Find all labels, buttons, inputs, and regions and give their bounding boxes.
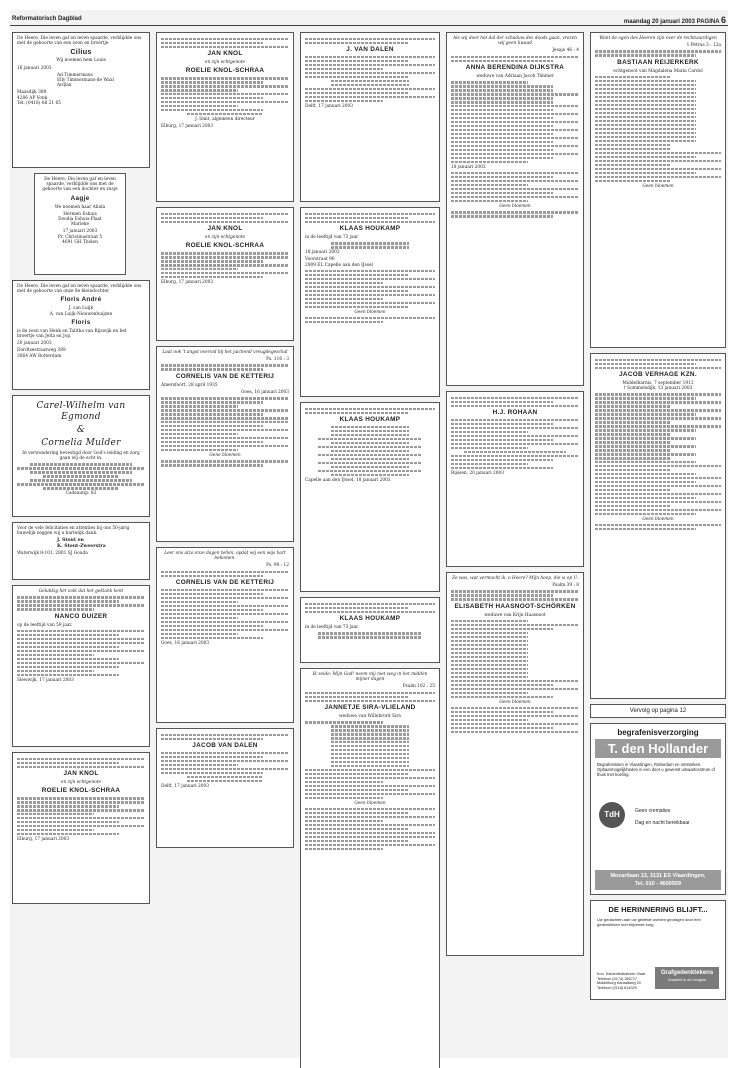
ad-quote: Laat ook 't angst overvid bij het juichend vreugdegeschal (162, 350, 288, 355)
deceased-name: JAN KNOL (207, 224, 243, 232)
obituary-houkamp-3 (300, 597, 440, 663)
deceased-name: JAN KNOL (63, 769, 99, 777)
advert-availability: Dag en nacht bereikbaar (635, 820, 690, 826)
deceased-name: CORNELIS VAN DE KETTERIJ (175, 372, 275, 380)
ad-place: Goes, 16 januari 2003 (161, 640, 210, 646)
gravestone-badge (655, 967, 719, 989)
deceased-name: JACOB VAN DALEN (192, 741, 258, 749)
ad-place: Capelle aan den IJssel, 18 januari 2003 (305, 477, 391, 483)
deceased-name-2: ROELIE KNOL-SCHRAA (185, 67, 265, 75)
child-name: Aagje (70, 194, 90, 202)
ad-quote: Leer ons alzo onze dagen tellen, opdat wij een wijs hart bekomen. (164, 551, 286, 562)
ad-sub: weduwe van Krijn Haasnoot (484, 612, 546, 618)
obituary-dijkstra (446, 32, 584, 386)
deceased-name: J. VAN DALEN (346, 45, 394, 53)
ad-ref: Psalm 102 : 25 (402, 684, 435, 690)
deceased-name-2: ROELIE KNOL-SCHRAA (185, 242, 265, 250)
ad-date: 20 januari 2003 (17, 341, 52, 347)
advert-top: begrafenisverzorging (591, 724, 725, 737)
ad-sub: en zijn echtgenote (60, 779, 102, 785)
obituary-houkamp-1 (300, 207, 440, 397)
address: Waterwijk 8-101, 2801 SJ Gouda (17, 550, 88, 556)
obituary-knol-3 (156, 207, 294, 341)
deceased-name: H.J. ROHAAN (492, 408, 538, 416)
ad-ref: Ps. 116 : 3 (266, 357, 289, 363)
ampersand: & (76, 425, 86, 435)
ad-text: is de zoon van Henk en Talitha van Rijswijk en het broertje van Jelta en Jop. (17, 328, 127, 340)
column-3 (300, 32, 440, 1068)
address: Maasdijk 389 4286 AP Vonk Tel. (0418) 66 21 65 (17, 90, 61, 106)
birth-announcement-cilius (12, 32, 150, 168)
company-logo-icon: TdH (599, 802, 625, 828)
deceased-name: BASTIAAN REIJERKERK (617, 58, 699, 66)
ad-sub: echtgenoot van Magdalena Maria Cardol (613, 68, 703, 74)
no-flowers: Geen bloemen (354, 309, 386, 315)
deceased-name: CORNELIS VAN DE KETTERIJ (175, 578, 275, 586)
child-name-2: Floris (71, 318, 91, 326)
child-name: Cilius (70, 47, 92, 57)
ad-place: Elburg, 17 januari 2003 (161, 124, 214, 130)
deceased-name: ELISABETH HAASNOOT-SCHÖRKEN (454, 602, 576, 610)
ad-sub: en zijn echtgenote (204, 59, 246, 65)
page-info (624, 15, 726, 25)
deceased-name: KLAAS HOUKAMP (339, 224, 401, 232)
ad-quote: Ik zeide: Mijn God! neem mij niet weg in het midden mijner dagen (312, 672, 428, 683)
continued-link[interactable]: Vervolg op pagina 12 (590, 704, 726, 718)
no-flowers: Gene bloemen (209, 452, 241, 458)
obituary-ketterij-1 (156, 346, 294, 542)
ad-sub: We noemen haar Aliida (54, 204, 106, 210)
advert-address: Mozartlaan 13, 3131 ES Vlaardingen, Tel. 010 - 4600509 (595, 870, 721, 890)
signature: J. Smit, algemeen directeur (195, 117, 255, 122)
ad-age: in de leeftijd van 73 jaar (305, 234, 359, 240)
ad-date: 18 januari 2003 (305, 250, 340, 256)
obituary-duizer (12, 585, 150, 747)
obituary-houkamp-2 (300, 402, 440, 592)
birth-place: Amersfoort, 28 april 1935 (161, 382, 218, 388)
ad-ref: Ps. 90 : 12 (266, 563, 289, 569)
thank-you-notice (12, 522, 150, 580)
ad-age: op de leeftijd van 59 jaar. (17, 622, 73, 628)
wedding-announcement (12, 395, 150, 517)
advert-contact: Kon. Katoentedkalveer Vlaar Telefoon (0174) 265717 Middelburg Kanaalweg 20 Telefoon (0118) 614329 (597, 971, 646, 991)
ad-sub: weduwe van Adriaan Jacob Timmer (476, 73, 554, 79)
advert-desc: Begrafenissen in Vlaardingen, Rotterdam en omstreken. Opbaarmogelijkheden in een door u gewenst uitvaartcentrum of thuis met koeling. (597, 762, 716, 777)
ad-sub: weduwe van Willebrord Sira (339, 713, 401, 719)
advert-no-cremation: Geen crematies (635, 808, 671, 814)
page-number: 6 (720, 15, 726, 25)
cadeau-tip: Cadeautip: 83 (65, 491, 97, 497)
ad-quote: Als wij door het dal der schaduw des doods gaan, vrezen wij geen kwaad (453, 36, 577, 47)
ad-place: Delft, 17 januari 2003 (305, 103, 353, 109)
page-header (10, 14, 728, 26)
ad-intro: De Heere, Die leven gaf en leven spaarde, verblijdde ons met de geboorte van een zoon en broertje (17, 36, 142, 47)
ad-ref: Jesaja 46 : 4 (552, 48, 579, 54)
no-flowers: Geen bloemen (499, 203, 531, 209)
birth-announcement-floris (12, 280, 150, 390)
advert-company: T. den Hollander (595, 739, 721, 758)
address: Voorstraat 96 2909 EL Capelle aan den IJssel (305, 257, 373, 268)
ad-date: 18 januari 2003 (451, 164, 486, 170)
ad-ref: Psalm 39 : 8 (552, 583, 579, 589)
obituary-knol-1 (12, 752, 150, 904)
deceased-name: KLAAS HOUKAMP (339, 415, 401, 423)
obituary-knol-2 (156, 32, 294, 202)
column-5 (590, 32, 726, 1000)
column-1 (12, 32, 150, 909)
birth-announcement-aagje (34, 173, 126, 275)
ad-quote: Ze was, wat vermocht ik, o Heere? Mijn hoop, die is op U. (451, 576, 579, 581)
paper-name: Reformatorisch Dagblad (12, 16, 82, 22)
bride-name: Cornelia Mulder (41, 438, 121, 448)
advert-den-hollander (590, 723, 726, 895)
newspaper-page (10, 10, 728, 1058)
death-place: Goes, 16 januari 2003 (240, 389, 289, 395)
obituary-rohaan (446, 391, 584, 567)
column-4 (446, 32, 584, 961)
ad-intro: De Heere, Die leven gaf en leven spaarde, verblijdde ons met de geboorte van onze 8e kleindochter (17, 284, 142, 295)
ad-intro: De Heere, Die leven gaf en leven spaarde, verblijdde ons met de geboorte van een dochter en zusje (42, 177, 118, 193)
ad-date: 16 januari 2003 (17, 65, 52, 71)
ad-quote: Gelukkig het volk dat het geklank kent (38, 589, 124, 594)
ad-text: In verwondering bevestigd door God's leiding en zorg gaan wij de echt in. (22, 451, 140, 462)
ad-dates: Middelharnis, 7 september 1913 † Sommelsdijk, 13 januari 2003 (622, 380, 694, 392)
no-flowers: Geen bloemen (642, 516, 674, 522)
ad-age: in de leeftijd van 73 jaar. (305, 624, 360, 630)
page-label: PAGINA (696, 19, 720, 25)
ad-place: Slewwijk, 17 januari 2003 (17, 677, 74, 683)
obituary-reijerkerk (590, 32, 726, 348)
deceased-name: KLAAS HOUKAMP (339, 614, 401, 622)
deceased-name: NANCO DUIZER (54, 612, 108, 620)
page-date: maandag 20 januari 2003 (623, 19, 695, 25)
address: 17 januari 2003 Pr. Christinastraat 5 4691 GH Tholen (57, 229, 103, 245)
no-flowers: Geen bloemen (642, 183, 674, 189)
parents: Hermen Eshuis Doodia Eshuis-Plaat Marieke (58, 211, 102, 228)
deceased-name-2: ROELIE KNOL-SCHRAA (41, 787, 121, 795)
obituary-verhage (590, 353, 726, 699)
address: Dordtsestraatweg 389 3064 AW Rotterdam (17, 348, 66, 359)
no-flowers: Geen bloemen (354, 800, 386, 806)
badge-sub: Kwaliteit in de hoogste (668, 978, 706, 982)
advert-desc: Uw gedachten aan uw geliefde worden gedragen door een gedenkteken met blijvende zorg. (597, 917, 701, 927)
advert-title: DE HERINNERING BLIJFT... (608, 905, 708, 914)
ad-place: Delft, 17 januari 2003 (161, 783, 209, 789)
ad-sub: Wij noemen hem Louis (56, 58, 106, 64)
obituary-sira (300, 668, 440, 1068)
obituary-van-dalen-1 (156, 728, 294, 848)
ad-quote: Want de ogen des Heeren zijn over de rechtvaardigen (599, 36, 717, 41)
child-name: Floris André (60, 296, 102, 304)
obituary-haasnoot (446, 572, 584, 956)
deceased-name: ANNA BERENDINA DIJKSTRA (465, 63, 565, 71)
grandparents: J. van Luijk A. van Luijk-Nieuwenhuijzen (49, 306, 113, 317)
column-2 (156, 32, 294, 853)
ad-place: Rijssen, 20 januari 2003 (451, 470, 504, 476)
groom-name: Carel-Wilhelm van Egmond (36, 401, 126, 422)
ad-text: Voor de vele felicitaties en attenties bij ons 50-jarig huwelijk zeggen wij u hartelijk dank. (17, 526, 130, 537)
ad-sub: en zijn echtgenote (204, 234, 246, 240)
deceased-name: JACOB VERHAGE KZN. (619, 370, 697, 378)
deceased-name: JANNETJE SIRA-VLIELAND (324, 703, 416, 711)
obituary-van-dalen-2 (300, 32, 440, 202)
names: J. Stout en K. Stout-Zweerstra (57, 538, 106, 549)
deceased-name: JAN KNOL (207, 49, 243, 57)
no-flowers: Geen bloemen (499, 699, 531, 705)
parents: Ad Timmermans Elly Timmermans-de Waal Ardjan (57, 72, 114, 89)
badge-label: Grafgedenktekens (660, 970, 714, 976)
ad-place: Elburg, 17 januari 2003 (17, 837, 70, 842)
ad-place: Elburg, 17 januari 2003 (161, 280, 214, 286)
ad-ref: 1 Petrus 3 : 12a (686, 43, 721, 49)
obituary-ketterij-2 (156, 547, 294, 723)
advert-herinnering (590, 900, 726, 1000)
